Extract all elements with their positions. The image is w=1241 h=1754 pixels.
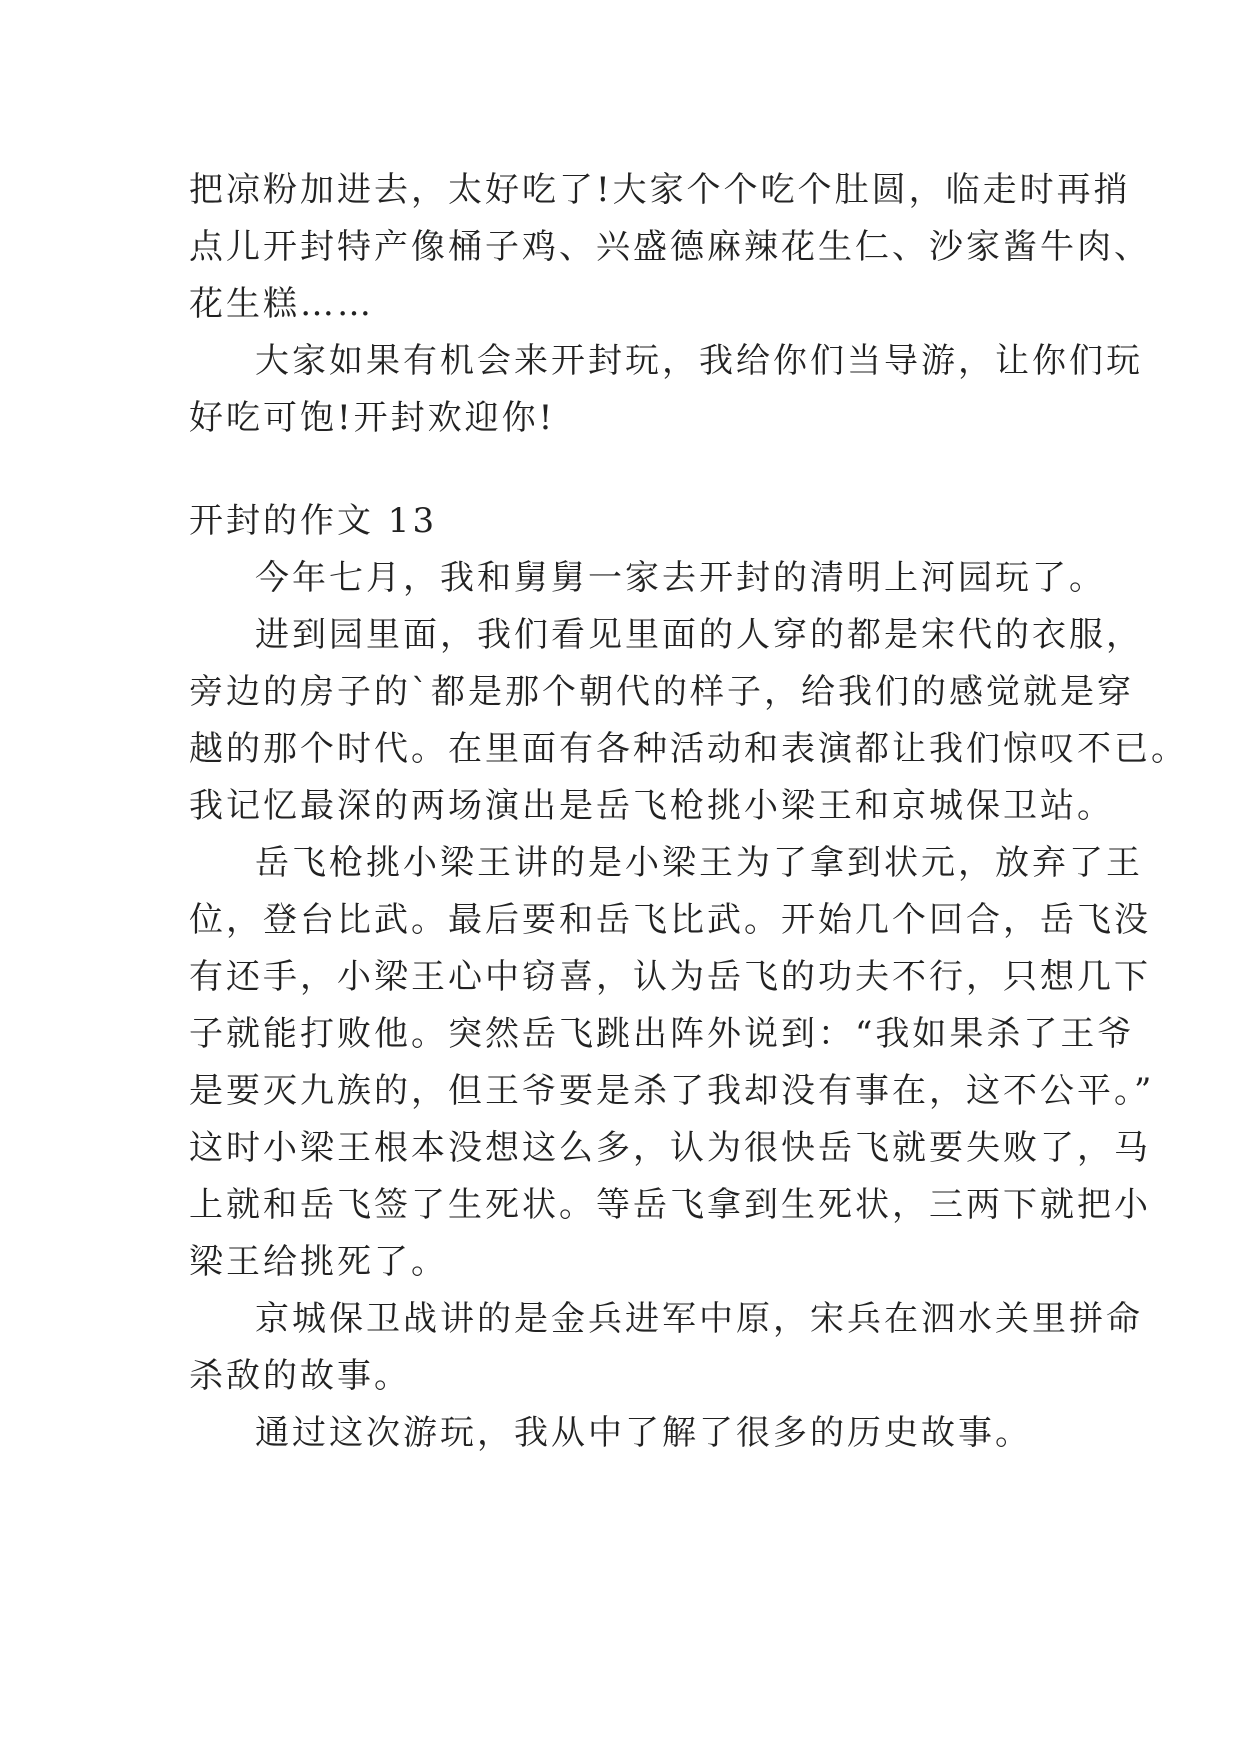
paragraph <box>189 333 1143 447</box>
text-line: 是要灭九族的，但王爷要是杀了我却没有事在，这不公平。” <box>189 1071 1155 1111</box>
paragraph <box>189 835 1155 1291</box>
paragraph <box>189 1291 1143 1405</box>
text-line: 子就能打败他。突然岳飞跳出阵外说到：“我如果杀了王爷 <box>189 1014 1135 1054</box>
text-line: 今年七月，我和舅舅一家去开封的清明上河园玩了。 <box>255 558 1106 598</box>
section-gap <box>189 447 1069 493</box>
text-line: 把凉粉加进去，太好吃了!大家个个吃个肚圆，临走时再捎 <box>189 170 1131 210</box>
paragraph <box>189 550 1106 607</box>
text-line: 点儿开封特产像桶子鸡、兴盛德麻辣花生仁、沙家酱牛肉、 <box>189 227 1151 267</box>
text-line: 梁王给挑死了。 <box>189 1242 448 1282</box>
paragraph <box>189 162 1151 333</box>
section-title: 开封的作文 13 <box>189 501 438 541</box>
text-line: 进到园里面，我们看见里面的人穿的都是宋代的衣服， <box>255 615 1143 655</box>
text-line: 越的那个时代。在里面有各种活动和表演都让我们惊叹不已。 <box>189 729 1188 769</box>
text-line: 岳飞枪挑小梁王讲的是小梁王为了拿到状元，放弃了王 <box>255 843 1143 883</box>
text-line: 这时小梁王根本没想这么多，认为很快岳飞就要失败了，马 <box>189 1128 1151 1168</box>
text-line: 通过这次游玩，我从中了解了很多的历史故事。 <box>255 1413 1032 1453</box>
text-line: 花生糕…… <box>189 284 374 324</box>
text-line: 我记忆最深的两场演出是岳飞枪挑小梁王和京城保卫站。 <box>189 786 1114 826</box>
text-line: 旁边的房子的`都是那个朝代的样子，给我们的感觉就是穿 <box>189 672 1134 712</box>
text-line: 京城保卫战讲的是金兵进军中原，宋兵在泗水关里拼命 <box>255 1299 1143 1339</box>
paragraph <box>189 607 1188 835</box>
text-line: 大家如果有机会来开封玩，我给你们当导游，让你们玩 <box>255 341 1143 381</box>
text-line: 好吃可饱!开封欢迎你! <box>189 398 556 438</box>
text-line: 有还手，小梁王心中窃喜，认为岳飞的功夫不行，只想几下 <box>189 957 1151 997</box>
text-line: 位，登台比武。最后要和岳飞比武。开始几个回合，岳飞没 <box>189 900 1151 940</box>
text-line: 上就和岳飞签了生死状。等岳飞拿到生死状，三两下就把小 <box>189 1185 1151 1225</box>
document-body <box>189 162 1188 1462</box>
text-line: 杀敌的故事。 <box>189 1356 411 1396</box>
paragraph <box>189 1405 1069 1462</box>
